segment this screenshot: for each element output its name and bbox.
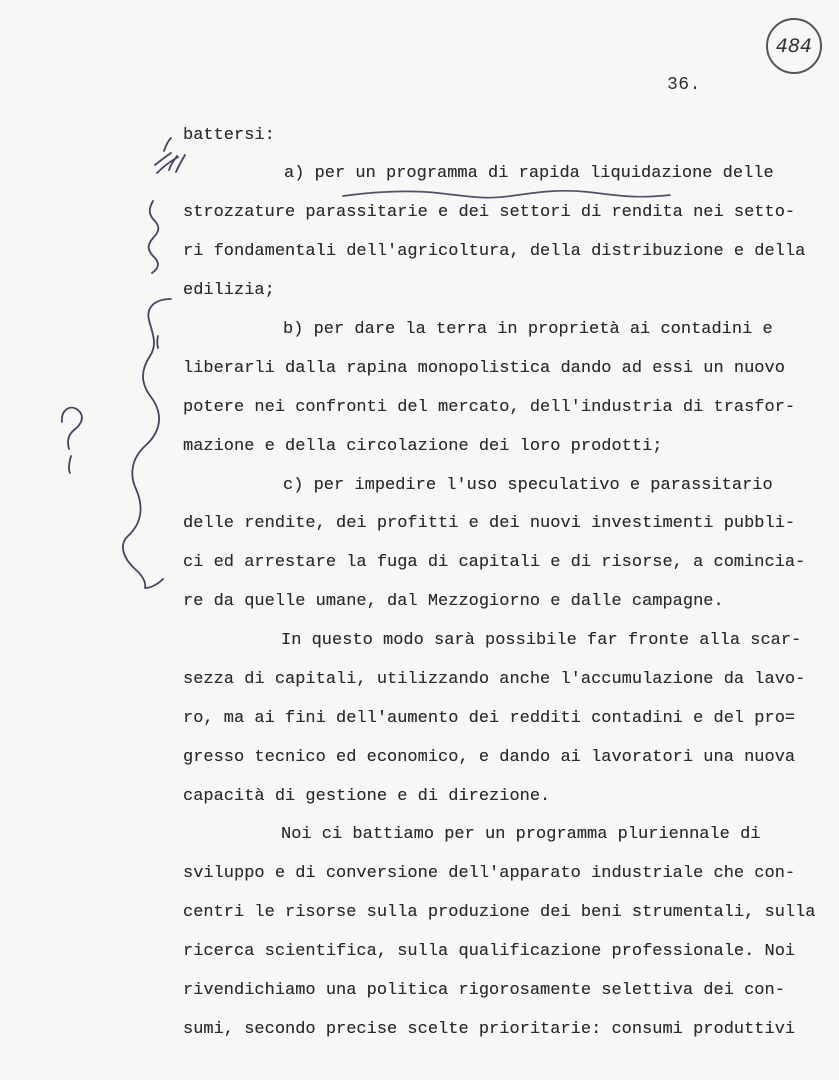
text-line-14: In questo modo sarà possibile far fronte alla scar- bbox=[281, 631, 802, 650]
underline-annotation-icon bbox=[340, 182, 674, 204]
text-line-13: re da quelle umane, dal Mezzogiorno e dalle campagne. bbox=[183, 592, 724, 611]
text-line-10: c) per impedire l'uso speculativo e parassitario bbox=[283, 476, 773, 495]
text-line-3: strozzature parassitarie e dei settori di rendita nei setto- bbox=[183, 203, 796, 222]
pen-marks-icon bbox=[62, 138, 185, 588]
text-line-7: liberarli dalla rapina monopolistica dando ad essi un nuovo bbox=[183, 359, 785, 378]
text-line-21: centri le risorse sulla produzione dei beni strumentali, sulla bbox=[183, 903, 816, 922]
text-line-9: mazione e della circolazione dei loro prodotti; bbox=[183, 437, 663, 456]
text-line-22: ricerca scientifica, sulla qualificazione professionale. Noi bbox=[183, 942, 796, 961]
text-line-19: Noi ci battiamo per un programma pluriennale di bbox=[281, 825, 761, 844]
text-line-16: ro, ma ai fini dell'aumento dei redditi contadini e del pro= bbox=[183, 709, 796, 728]
text-line-2: a) per un programma di rapida liquidazione delle bbox=[284, 164, 774, 183]
text-line-18: capacità di gestione e di direzione. bbox=[183, 787, 551, 806]
text-line-5: edilizia; bbox=[183, 281, 275, 300]
text-line-8: potere nei confronti del mercato, dell'industria di trasfor- bbox=[183, 398, 796, 417]
text-line-24: sumi, secondo precise scelte prioritarie: consumi produttivi bbox=[183, 1020, 796, 1039]
text-line-12: ci ed arrestare la fuga di capitali e di risorse, a comincia- bbox=[183, 553, 806, 572]
text-line-23: rivendichiamo una politica rigorosamente selettiva dei con- bbox=[183, 981, 785, 1000]
text-line-6: b) per dare la terra in proprietà ai contadini e bbox=[283, 320, 773, 339]
text-line-20: sviluppo e di conversione dell'apparato industriale che con- bbox=[183, 864, 796, 883]
text-line-4: ri fondamentali dell'agricoltura, della distribuzione e della bbox=[183, 242, 806, 261]
archive-number-stamp: 484 bbox=[766, 18, 822, 74]
text-line-17: gresso tecnico ed economico, e dando ai lavoratori una nuova bbox=[183, 748, 796, 767]
text-line-15: sezza di capitali, utilizzando anche l'accumulazione da lavo- bbox=[183, 670, 806, 689]
text-line-1: battersi: bbox=[183, 126, 275, 145]
text-line-11: delle rendite, dei profitti e dei nuovi investimenti pubbli- bbox=[183, 514, 796, 533]
page-number: 36. bbox=[667, 75, 701, 95]
